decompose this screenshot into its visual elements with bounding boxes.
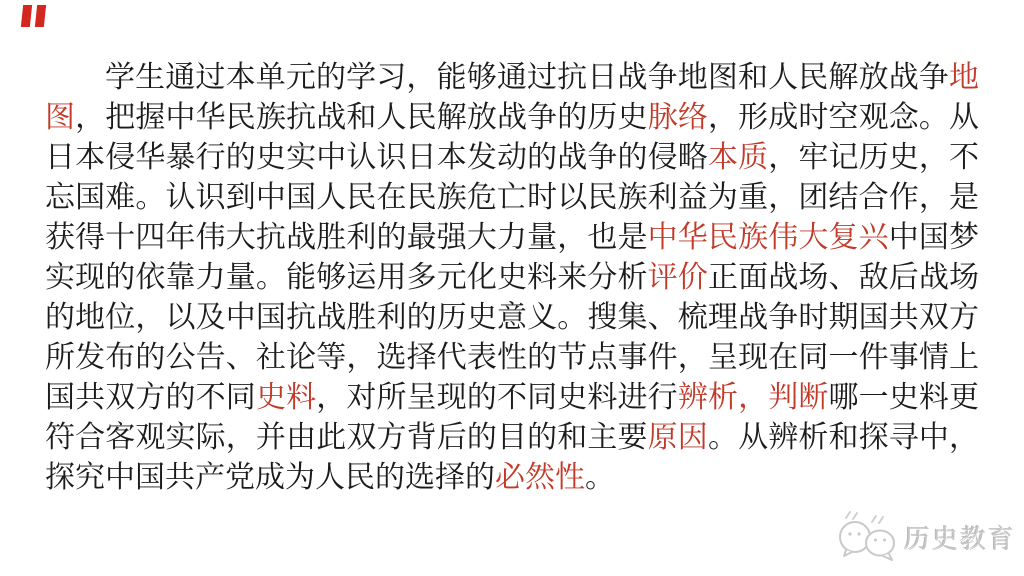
highlighted-text: 图	[45, 101, 76, 134]
chat-bubbles-icon	[834, 509, 904, 565]
body-text: 。从辨析和探寻中，	[707, 421, 980, 454]
text-line	[45, 178, 979, 218]
red-corner-marks	[22, 5, 45, 27]
red-bar-1	[21, 5, 32, 27]
body-text: 忘国难。认识到中国人民在民族危亡时以民族利益为重，团结合作，是	[45, 181, 979, 214]
highlighted-text: 脉络	[647, 101, 708, 134]
highlighted-text: 原因	[647, 421, 708, 454]
text-line	[45, 298, 979, 338]
body-text: 符合客观实际，并由此双方背后的目的和主要	[45, 421, 648, 454]
text-line	[45, 338, 979, 378]
paragraph	[45, 58, 979, 498]
highlighted-text: 必然性	[495, 461, 585, 494]
watermark	[834, 506, 1016, 568]
body-text: 。	[585, 461, 615, 494]
body-text: ，牢记历史，不	[768, 141, 980, 174]
red-bar-2	[35, 5, 46, 27]
body-text: 正面战场、敌后战场	[707, 261, 980, 294]
highlighted-text: 地	[949, 61, 979, 94]
body-text: ，形成时空观念。从	[707, 101, 980, 134]
body-text: 获得十四年伟大抗战胜利的最强大力量，也是	[45, 221, 648, 254]
watermark-text: 历史教育	[904, 524, 1017, 554]
body-text: 学生通过本单元的学习，能够通过抗日战争地图和人民解放战争	[105, 61, 949, 94]
highlighted-text: 判断	[768, 381, 829, 414]
body-text: 实现的依靠力量。能够运用多元化史料来分析	[45, 261, 648, 294]
body-text: 国共双方的不同	[45, 381, 256, 414]
body-text: 哪一史料更	[828, 381, 980, 414]
body-text: 中国梦	[888, 221, 980, 254]
highlighted-text: 辨析，	[677, 381, 769, 414]
highlighted-text: 评价	[647, 261, 708, 294]
text-line	[45, 218, 979, 258]
body-text: 日本侵华暴行的史实中认识日本发动的战争的侵略	[45, 141, 708, 174]
highlighted-text: 中华民族伟大复兴	[647, 221, 889, 254]
body-text: ，把握中华民族抗战和人民解放战争的历史	[75, 101, 648, 134]
body-text: 探究中国共产党成为人民的选择的	[45, 461, 495, 494]
text-line	[45, 138, 979, 178]
highlighted-text: 史料	[255, 381, 317, 414]
text-line	[45, 258, 979, 298]
body-text: ，对所呈现的不同史料进行	[316, 381, 678, 414]
text-line	[45, 98, 979, 138]
text-line	[45, 458, 979, 498]
text-line	[45, 378, 979, 418]
text-line	[45, 58, 979, 98]
body-text: 所发布的公告、社论等，选择代表性的节点事件，呈现在同一件事情上	[45, 341, 979, 374]
body-text: 的地位，以及中国抗战胜利的历史意义。搜集、梳理战争时期国共双方	[45, 301, 979, 334]
highlighted-text: 本质	[707, 141, 769, 174]
text-line	[45, 418, 979, 458]
